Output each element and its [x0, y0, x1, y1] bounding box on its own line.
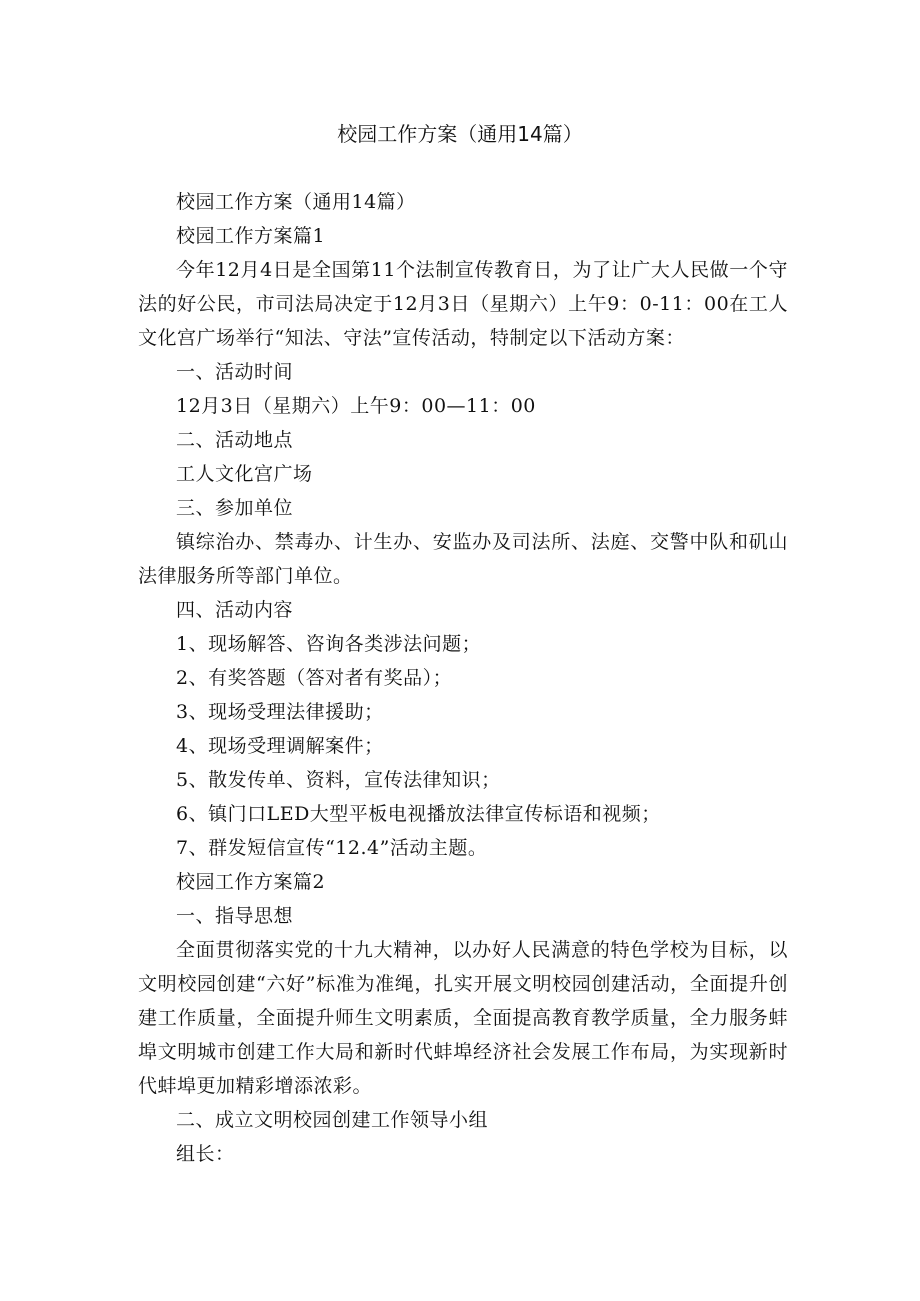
paragraph: 镇综治办、禁毒办、计生办、安监办及司法所、法庭、交警中队和矶山法律服务所等部门单位。: [138, 531, 788, 587]
paragraph: 工人文化宫广场: [176, 463, 313, 485]
list-item: 4、现场受理调解案件；: [176, 735, 384, 757]
subheading: 一、活动时间: [176, 361, 294, 383]
section-heading: 校园工作方案篇1: [176, 225, 326, 247]
subheading: 三、参加单位: [176, 497, 294, 519]
subheading: 二、活动地点: [176, 429, 294, 451]
list-item: 2、有奖答题（答对者有奖品）；: [176, 667, 453, 689]
list-item: 7、群发短信宣传“12.4”活动主题。: [176, 837, 488, 859]
paragraph: 全面贯彻落实党的十九大精神，以办好人民满意的特色学校为目标，以文明校园创建“六好”标准为准绳，扎实开展文明校园创建活动，全面提升创建工作质量，全面提升师生文明素质，全面提高教育教学质量，全力服务蚌埠文明城市创建工作大局和新时代蚌埠经济社会发展工作布局，为实现新时代蚌埠更加精彩增添浓彩。: [138, 939, 788, 1097]
paragraph: 组长：: [176, 1143, 235, 1165]
section-heading: 校园工作方案篇2: [176, 871, 326, 893]
document-title: 校园工作方案（通用14篇）: [337, 122, 583, 146]
paragraph: 12月3日（星期六）上午9：00—11：00: [176, 395, 536, 417]
subheading: 四、活动内容: [176, 599, 294, 621]
paragraph: 校园工作方案（通用14篇）: [176, 191, 416, 213]
list-item: 3、现场受理法律援助；: [176, 701, 384, 723]
subheading: 二、成立文明校园创建工作领导小组: [176, 1109, 489, 1131]
document-body: [138, 185, 788, 1171]
list-item: 6、镇门口LED大型平板电视播放法律宣传标语和视频；: [176, 803, 661, 825]
list-item: 1、现场解答、咨询各类涉法问题；: [176, 633, 482, 655]
list-item: 5、散发传单、资料，宣传法律知识；: [176, 769, 501, 791]
subheading: 一、指导思想: [176, 905, 294, 927]
paragraph: 今年12月4日是全国第11个法制宣传教育日，为了让广大人民做一个守法的好公民，市司法局决定于12月3日（星期六）上午9：0-11：00在工人文化宫广场举行“知法、守法”宣传活动，特制定以下活动方案：: [138, 259, 788, 349]
